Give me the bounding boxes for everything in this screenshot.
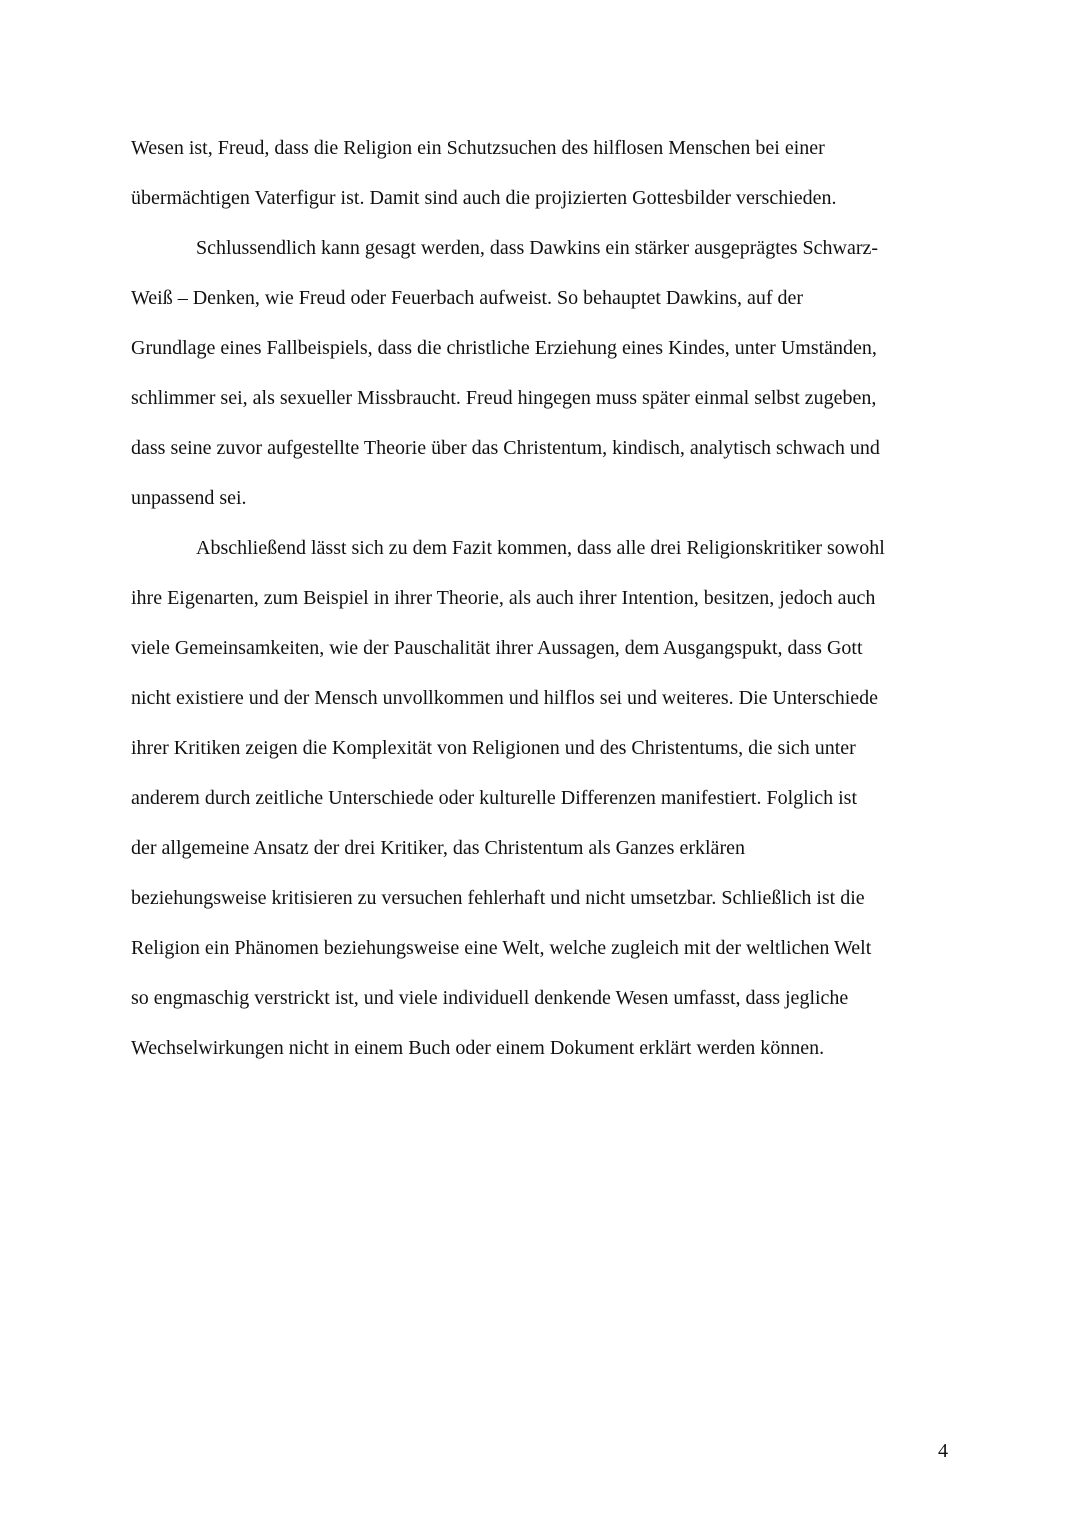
paragraph-start-line: Abschließend lässt sich zu dem Fazit kommen, dass alle drei Religionskritiker sowohl <box>196 537 885 559</box>
paragraph-start-line: Schlussendlich kann gesagt werden, dass Dawkins ein stärker ausgeprägtes Schwarz- <box>196 237 879 259</box>
text-line: unpassend sei. <box>131 487 247 509</box>
text-line: der allgemeine Ansatz der drei Kritiker, das Christentum als Ganzes erklären <box>131 837 745 859</box>
text-line: schlimmer sei, als sexueller Missbraucht. Freud hingegen muss später einmal selbst zugeben, <box>131 387 877 409</box>
text-line: anderem durch zeitliche Unterschiede oder kulturelle Differenzen manifestiert. Folglich ist <box>131 787 858 809</box>
text-line: so engmaschig verstrickt ist, und viele individuell denkende Wesen umfasst, dass jegliche <box>131 987 849 1009</box>
text-line: dass seine zuvor aufgestellte Theorie über das Christentum, kindisch, analytisch schwach und <box>131 437 880 459</box>
page-number: 4 <box>938 1440 948 1462</box>
text-line: ihrer Kritiken zeigen die Komplexität von Religionen und des Christentums, die sich unter <box>131 737 856 759</box>
text-line: Wechselwirkungen nicht in einem Buch oder einem Dokument erklärt werden können. <box>131 1037 825 1059</box>
text-line: Religion ein Phänomen beziehungsweise eine Welt, welche zugleich mit der weltlichen Welt <box>131 937 872 959</box>
text-line: Wesen ist, Freud, dass die Religion ein Schutzsuchen des hilflosen Menschen bei einer <box>131 137 825 159</box>
text-line: übermächtigen Vaterfigur ist. Damit sind auch die projizierten Gottesbilder verschieden. <box>131 187 837 209</box>
text-line: Weiß – Denken, wie Freud oder Feuerbach aufweist. So behauptet Dawkins, auf der <box>131 287 804 309</box>
text-line: viele Gemeinsamkeiten, wie der Pauschalität ihrer Aussagen, dem Ausgangspukt, dass Gott <box>131 637 863 659</box>
text-line: ihre Eigenarten, zum Beispiel in ihrer Theorie, als auch ihrer Intention, besitzen, jedoch auch <box>131 587 876 609</box>
text-line: beziehungsweise kritisieren zu versuchen fehlerhaft und nicht umsetzbar. Schließlich ist die <box>131 887 865 909</box>
text-line: nicht existiere und der Mensch unvollkommen und hilflos sei und weiteres. Die Unterschiede <box>131 687 879 709</box>
text-line: Grundlage eines Fallbeispiels, dass die christliche Erziehung eines Kindes, unter Umständen, <box>131 337 877 359</box>
body-text <box>131 123 961 1073</box>
